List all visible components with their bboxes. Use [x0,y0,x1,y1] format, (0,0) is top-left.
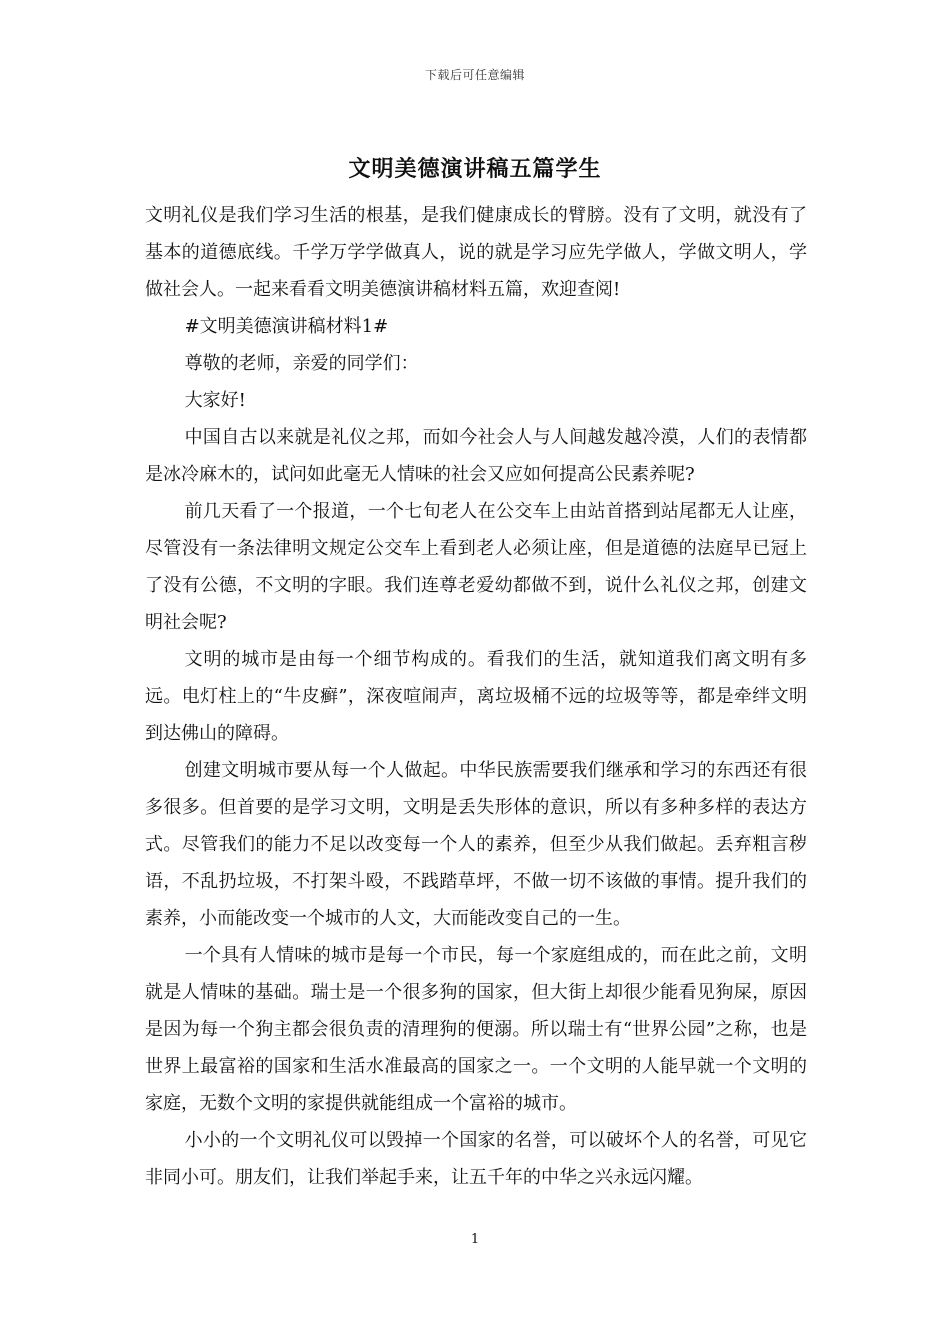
body-paragraph: 小小的一个文明礼仪可以毁掉一个国家的名誉，可以破坏个人的名誉，可见它非同小可。朋友们，让我们举起手来，让五千年的中华之兴永远闪耀。 [145,1130,807,1188]
intro-paragraph: 文明礼仪是我们学习生活的根基，是我们健康成长的臂膀。没有了文明，就没有了基本的道德底线。千学万学学做真人，说的就是学习应先学做人，学做文明人，学做社会人。一起来看看文明美德演讲稿材料五篇，欢迎查阅! [145,205,807,300]
header-note: 下载后可任意编辑 [424,68,525,82]
page-number: 1 [470,1232,480,1247]
body-paragraph: 创建文明城市要从每一个人做起。中华民族需要我们继承和学习的东西还有很多很多。但首要的是学习文明，文明是丢失形体的意识，所以有多种多样的表达方式。尽管我们的能力不足以改变每一个人的素养，但至少从我们做起。丢弃粗言秽语，不乱扔垃圾，不打架斗殴，不践踏草坪，不做一切不该做的事情。提升我们的素养，小而能改变一个城市的人文，大而能改变自己的一生。 [145,760,807,929]
body-paragraph: 中国自古以来就是礼仪之邦，而如今社会人与人间越发越冷漠，人们的表情都是冰冷麻木的，试问如此毫无人情味的社会又应如何提高公民素养呢? [145,427,807,485]
body-paragraph: 前几天看了一个报道，一个七旬老人在公交车上由站首搭到站尾都无人让座，尽管没有一条法律明文规定公交车上看到老人必须让座，但是道德的法庭早已冠上了没有公德，不文明的字眼。我们连尊老爱幼都做不到，说什么礼仪之邦，创建文明社会呢? [145,501,807,633]
section-heading: #文明美德演讲稿材料1# [184,316,389,337]
greeting: 大家好! [184,390,246,411]
document-title: 文明美德演讲稿五篇学生 [348,156,602,182]
document-body [145,197,807,1196]
body-paragraph: 一个具有人情味的城市是每一个市民，每一个家庭组成的，而在此之前，文明就是人情味的基础。瑞士是一个很多狗的国家，但大街上却很少能看见狗屎，原因是因为每一个狗主都会很负责的清理狗的便溺。所以瑞士有“世界公园”之称，也是世界上最富裕的国家和生活水准最高的国家之一。一个文明的人能早就一个文明的家庭，无数个文明的家提供就能组成一个富裕的城市。 [145,945,807,1114]
body-paragraph: 文明的城市是由每一个细节构成的。看我们的生活，就知道我们离文明有多远。电灯柱上的“牛皮癣”，深夜喧闹声，离垃圾桶不远的垃圾等等，都是牵绊文明到达佛山的障碍。 [145,649,807,744]
salutation: 尊敬的老师，亲爱的同学们： [184,353,419,374]
